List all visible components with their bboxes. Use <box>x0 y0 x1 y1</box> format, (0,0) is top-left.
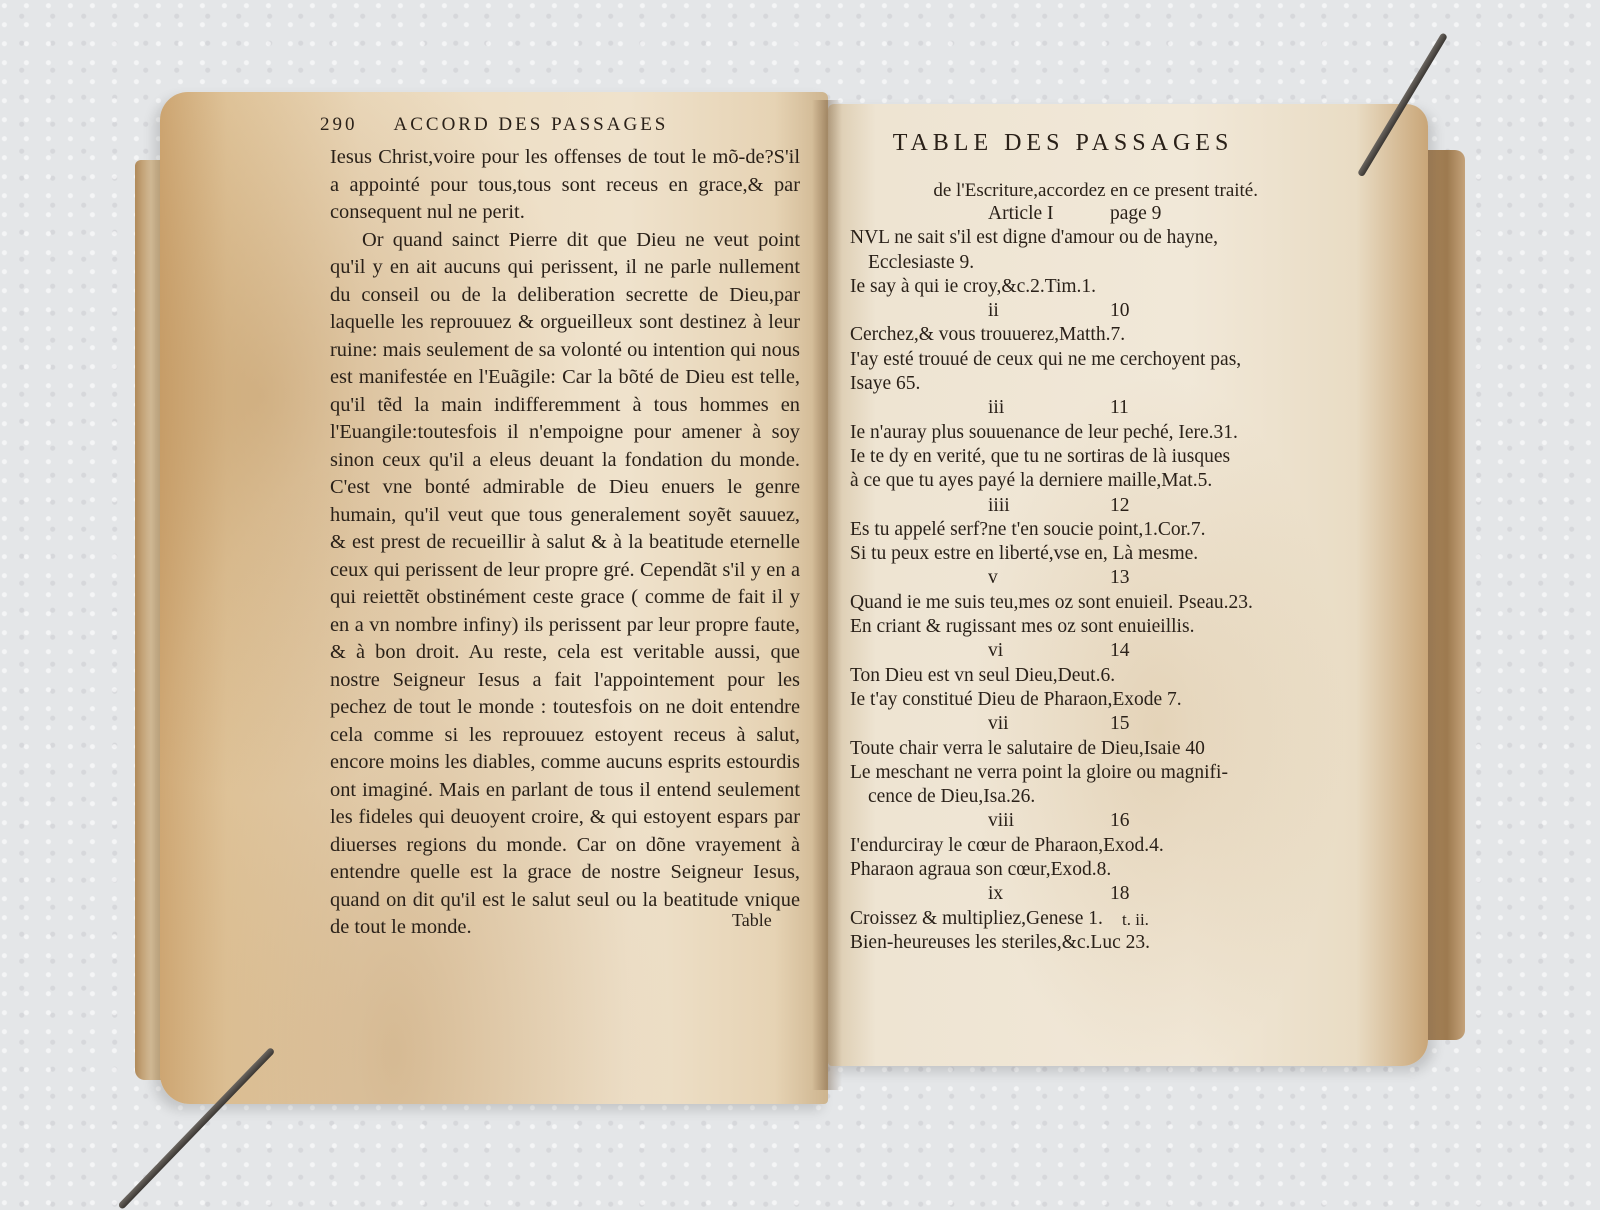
running-head <box>320 114 668 136</box>
passage-entry: Toute chair verra le salutaire de Dieu,Isaie 40 <box>850 737 1205 759</box>
article-number: vi <box>988 640 1004 662</box>
passage-entry: I'ay esté trouué de ceux qui ne me cerchoyent pas, <box>850 348 1242 370</box>
article-page: 18 <box>1110 883 1130 905</box>
article-page: 14 <box>1110 640 1130 662</box>
article-heading <box>850 494 1270 518</box>
page-signature: t. ii. <box>1122 910 1149 929</box>
passage-entry: Ton Dieu est vn seul Dieu,Deut.6. <box>850 664 1116 686</box>
passage-table <box>850 202 1270 955</box>
table-title: TABLE DES PASSAGES <box>892 130 1234 156</box>
passage-entry: Isaye 65. <box>850 373 921 395</box>
article-page: 15 <box>1110 713 1130 735</box>
article-page: 10 <box>1110 300 1130 322</box>
paragraph: Iesus Christ,voire pour les offenses de tout le mõ-de?S'il a appointé pour tous,tous sont receus en grace,& par consequent nul ne perit. <box>330 146 800 223</box>
article-heading <box>850 712 1270 736</box>
article-page: 12 <box>1110 494 1130 516</box>
article-heading <box>850 882 1270 906</box>
passage-entry: I'endurciray le cœur de Pharaon,Exod.4. <box>850 834 1164 856</box>
article-heading <box>850 202 1270 226</box>
passage-entry: Ecclesiaste 9. <box>868 251 975 273</box>
passage-entry: Croissez & multipliez,Genese 1. <box>850 907 1103 929</box>
article-number: viii <box>988 810 1015 832</box>
passage-entry: à ce que tu ayes payé la derniere maille,Mat.5. <box>850 470 1213 492</box>
article-heading <box>850 639 1270 663</box>
article-number: iii <box>988 397 1005 419</box>
passage-entry: Cerchez,& vous trouuerez,Matth.7. <box>850 324 1126 346</box>
passage-entry: Ie n'auray plus souuenance de leur peché, Iere.31. <box>850 421 1238 443</box>
running-title: ACCORD DES PASSAGES <box>393 114 669 135</box>
passage-entry: En criant & rugissant mes oz sont enuieillis. <box>850 616 1195 638</box>
article-page: page 9 <box>1110 203 1162 224</box>
passage-entry: NVL ne sait s'il est digne d'amour ou de hayne, <box>850 227 1219 249</box>
article-number: ix <box>988 883 1004 905</box>
passage-entry: Ie te dy en verité, que tu ne sortiras de là iusques <box>850 445 1231 467</box>
article-heading <box>850 566 1270 590</box>
article-number: iiii <box>988 494 1010 516</box>
passage-entry: Es tu appelé serf?ne t'en soucie point,1.Cor.7. <box>850 518 1206 540</box>
passage-entry: Quand ie me suis teu,mes oz sont enuieil. Pseau.23. <box>850 591 1253 613</box>
paragraph: Or quand sainct Pierre dit que Dieu ne veut point qu'il y en ait aucuns qui perissent, il ne parle nullement du conseil ou de la deliberation secrette de Dieu,par laquelle les reprouuez & orgueilleux sont destinez à leur ruine: mais seulement de sa volonté ou intention qui nous est manifestée en l'Euãgile: Car la bõté de Dieu est telle, qu'il tẽd la main indifferemment à tous hommes en l'Euangile:toutesfois il n'empoigne pour amener à soy sinon ceux qu'il a eleus deuant la fondation du monde. C'est vne bonté admirable de Dieu enuers le genre humain, qu'il veut que tous generalement soyẽt sauuez, & est prest de recueillir à salut & à la beatitude eternelle ceux qui perissent de leur propre gré. Cependãt s'il y en a qui reiettẽt obstinément ceste grace ( comme de fait il y en a vn nombre infiny) ils perissent par leur propre faute, & à bon droit. Au reste, cela est veritable aussi, que nostre Seigneur Iesus a fait l'appointement pour les pechez de tout le monde : toutesfois on ne doit entendre cela comme si les reprouuez estoyent receus à salut, encore moins les diables, comme aucuns esprits estourdis ont imaginé. Mais en parlant de tous il entend seulement les fideles qui deuoyent croire, & qui estoyent espars par diuerses regions du monde. Car on dõne vrayement à entendre quelle est la grace de nostre Seigneur Iesus, quand on dit qu'il est le salut seul ou la beatitude vnique de tout le monde. <box>330 228 800 938</box>
passage-entry: Le meschant ne verra point la gloire ou magnifi- <box>850 761 1228 783</box>
article-page: 13 <box>1110 567 1130 589</box>
article-heading <box>850 809 1270 833</box>
page-number: 290 <box>320 114 358 135</box>
article-number: vii <box>988 713 1009 735</box>
article-number: Article I <box>988 203 1054 224</box>
left-page <box>160 92 828 1104</box>
article-heading <box>850 396 1270 420</box>
passage-entry: Bien-heureuses les steriles,&c.Luc 23. <box>850 931 1150 953</box>
article-page: 11 <box>1110 397 1129 419</box>
right-page <box>828 104 1428 1066</box>
passage-entry: Ie t'ay constitué Dieu de Pharaon,Exode 7. <box>850 688 1182 710</box>
passage-entry: Si tu peux estre en liberté,vse en, Là mesme. <box>850 543 1199 565</box>
article-page: 16 <box>1110 810 1130 832</box>
catchword: Table <box>732 910 772 930</box>
article-number: v <box>988 567 998 589</box>
article-heading <box>850 299 1270 323</box>
passage-entry: cence de Dieu,Isa.26. <box>868 786 1036 808</box>
table-subtitle: de l'Escriture,accordez en ce present traité. <box>933 180 1258 201</box>
passage-entry: Ie say à qui ie croy,&c.2.Tim.1. <box>850 275 1097 297</box>
article-number: ii <box>988 300 999 322</box>
body-text <box>330 144 800 942</box>
passage-entry: Pharaon agraua son cœur,Exod.8. <box>850 859 1112 881</box>
